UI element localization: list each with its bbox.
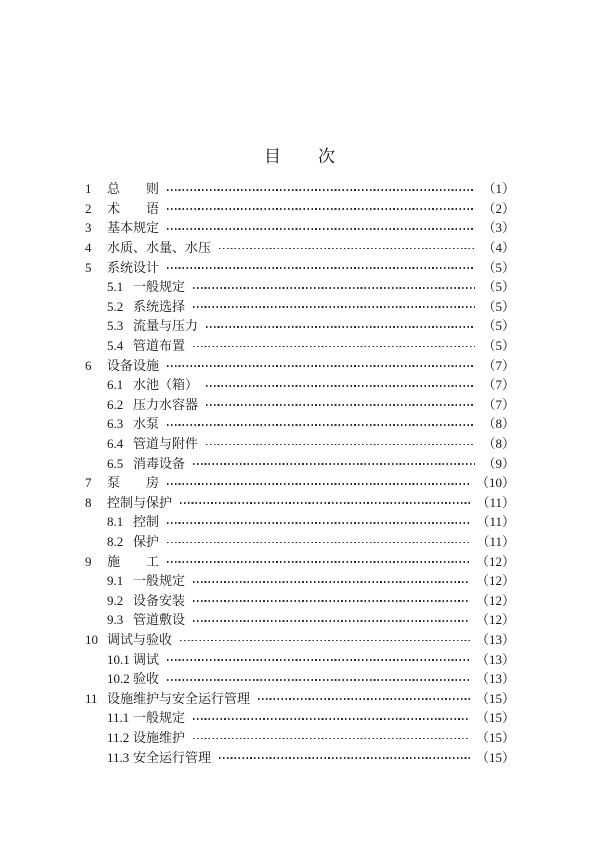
toc-entry	[85, 747, 515, 767]
toc-entry	[85, 630, 515, 650]
entry-page: （13）	[475, 631, 515, 647]
entry-title: 术 语	[107, 200, 160, 216]
entry-title: 管道敷设	[133, 612, 186, 628]
entry-title: 设备设施	[107, 357, 160, 373]
dot-leader	[219, 248, 475, 250]
entry-title: 压力水容器	[133, 396, 199, 412]
toc-entry	[85, 590, 515, 610]
entry-title: 水质、水量、水压	[107, 240, 212, 256]
entry-page: （12）	[475, 553, 515, 569]
entry-page: （11）	[476, 514, 515, 530]
toc-entry	[85, 512, 515, 532]
entry-page: （1）	[482, 181, 515, 197]
entry-title: 管道与附件	[133, 436, 199, 452]
entry-number: 11	[85, 690, 98, 706]
toc-entry	[85, 238, 515, 258]
dot-leader	[193, 463, 475, 465]
entry-number: 6	[85, 357, 92, 373]
entry-title: 保护	[133, 533, 160, 549]
dot-leader	[258, 698, 470, 700]
entry-number: 10	[85, 631, 98, 647]
entry-title: 验收	[133, 671, 160, 687]
dot-leader	[167, 522, 470, 524]
entry-number: 1	[85, 181, 92, 197]
toc-entry	[85, 551, 515, 571]
dot-leader	[206, 385, 475, 387]
toc-entry	[85, 434, 515, 454]
entry-page: （2）	[482, 200, 515, 216]
dot-leader	[180, 502, 470, 504]
toc-entry	[85, 199, 515, 219]
entry-number: 6.5	[107, 455, 124, 471]
entry-page: （5）	[482, 259, 515, 275]
toc-list	[85, 179, 515, 767]
entry-number: 6.2	[107, 396, 124, 412]
entry-title: 安全运行管理	[133, 749, 212, 765]
dot-leader	[193, 346, 475, 348]
toc-entry	[85, 218, 515, 238]
dot-leader	[167, 365, 475, 367]
entry-page: （5）	[482, 279, 515, 295]
dot-leader	[167, 483, 470, 485]
entry-title: 泵 房	[107, 475, 160, 491]
toc-entry	[85, 257, 515, 277]
toc-entry	[85, 571, 515, 591]
entry-title: 水泵	[133, 416, 160, 432]
entry-number: 11.1	[107, 710, 130, 726]
entry-number: 3	[85, 220, 92, 236]
entry-title: 一般规定	[133, 573, 186, 589]
dot-leader	[219, 757, 470, 759]
entry-title: 系统设计	[107, 259, 160, 275]
toc-entry	[85, 610, 515, 630]
entry-number: 5.1	[107, 279, 124, 295]
toc-entry	[85, 649, 515, 669]
entry-number: 11.3	[107, 749, 130, 765]
dot-leader	[206, 444, 475, 446]
entry-number: 4	[85, 240, 92, 256]
entry-number: 5.2	[107, 298, 124, 314]
entry-number: 10.1	[107, 651, 130, 667]
entry-number: 7	[85, 475, 92, 491]
toc-entry	[85, 179, 515, 199]
entry-page: （10）	[475, 475, 515, 491]
entry-page: （11）	[476, 533, 515, 549]
entry-title: 水池（箱）	[133, 377, 199, 393]
dot-leader	[193, 581, 470, 583]
dot-leader	[180, 640, 470, 642]
dot-leader	[167, 189, 475, 191]
toc-entry	[85, 375, 515, 395]
toc-entry	[85, 669, 515, 689]
entry-title: 控制与保护	[107, 494, 173, 510]
dot-leader	[193, 287, 475, 289]
entry-title: 调试	[133, 651, 160, 667]
entry-page: （15）	[475, 729, 515, 745]
dot-leader	[206, 326, 475, 328]
dot-leader	[193, 306, 475, 308]
entry-title: 流量与压力	[133, 318, 199, 334]
entry-number: 6.1	[107, 377, 124, 393]
dot-leader	[167, 561, 470, 563]
entry-page: （5）	[482, 298, 515, 314]
entry-title: 一般规定	[133, 279, 186, 295]
entry-number: 9.2	[107, 592, 124, 608]
dot-leader	[167, 542, 470, 544]
entry-title: 总 则	[107, 181, 160, 197]
dot-leader	[193, 620, 470, 622]
toc-entry	[85, 708, 515, 728]
entry-number: 2	[85, 200, 92, 216]
entry-page: （15）	[475, 690, 515, 706]
entry-title: 控制	[133, 514, 160, 530]
entry-title: 管道布置	[133, 338, 186, 354]
entry-page: （4）	[482, 240, 515, 256]
entry-page: （12）	[475, 573, 515, 589]
toc-entry	[85, 453, 515, 473]
entry-page: （11）	[476, 494, 515, 510]
toc-entry	[85, 688, 515, 708]
dot-leader	[193, 718, 470, 720]
toc-entry	[85, 395, 515, 415]
entry-number: 5	[85, 259, 92, 275]
entry-page: （7）	[482, 396, 515, 412]
entry-title: 基本规定	[107, 220, 160, 236]
entry-page: （8）	[482, 436, 515, 452]
entry-title: 设备安装	[133, 592, 186, 608]
entry-page: （15）	[475, 749, 515, 765]
entry-number: 5.3	[107, 318, 124, 334]
entry-page: （13）	[475, 651, 515, 667]
entry-number: 10.2	[107, 671, 130, 687]
entry-number: 8.1	[107, 514, 124, 530]
entry-page: （15）	[475, 710, 515, 726]
dot-leader	[167, 228, 475, 230]
entry-page: （5）	[482, 338, 515, 354]
toc-entry	[85, 297, 515, 317]
entry-number: 9.1	[107, 573, 124, 589]
entry-title: 系统选择	[133, 298, 186, 314]
entry-title: 消毒设备	[133, 455, 186, 471]
entry-page: （3）	[482, 220, 515, 236]
entry-number: 6.4	[107, 436, 124, 452]
toc-entry	[85, 414, 515, 434]
toc-entry	[85, 532, 515, 552]
entry-page: （5）	[482, 318, 515, 334]
entry-page: （9）	[482, 455, 515, 471]
entry-number: 11.2	[107, 729, 130, 745]
page-title: 目 次	[264, 147, 336, 166]
dot-leader	[167, 659, 470, 661]
toc-entry	[85, 336, 515, 356]
dot-leader	[206, 404, 475, 406]
toc-entry	[85, 355, 515, 375]
entry-page: （12）	[475, 612, 515, 628]
toc-entry	[85, 728, 515, 748]
dot-leader	[167, 267, 475, 269]
entry-title: 施 工	[107, 553, 160, 569]
entry-page: （12）	[475, 592, 515, 608]
entry-number: 6.3	[107, 416, 124, 432]
dot-leader	[167, 679, 470, 681]
toc-entry	[85, 316, 515, 336]
toc-entry	[85, 473, 515, 493]
dot-leader	[167, 424, 475, 426]
entry-page: （7）	[482, 377, 515, 393]
entry-page: （13）	[475, 671, 515, 687]
entry-title: 调试与验收	[107, 631, 173, 647]
dot-leader	[193, 738, 470, 740]
entry-number: 9	[85, 553, 92, 569]
entry-page: （7）	[482, 357, 515, 373]
toc-entry	[85, 493, 515, 513]
entry-number: 9.3	[107, 612, 124, 628]
entry-number: 5.4	[107, 338, 124, 354]
entry-number: 8.2	[107, 533, 124, 549]
entry-title: 设施维护	[133, 729, 186, 745]
entry-title: 设施维护与安全运行管理	[107, 690, 251, 706]
entry-page: （8）	[482, 416, 515, 432]
toc-entry	[85, 277, 515, 297]
dot-leader	[193, 600, 470, 602]
entry-number: 8	[85, 494, 92, 510]
entry-title: 一般规定	[133, 710, 186, 726]
dot-leader	[167, 208, 475, 210]
